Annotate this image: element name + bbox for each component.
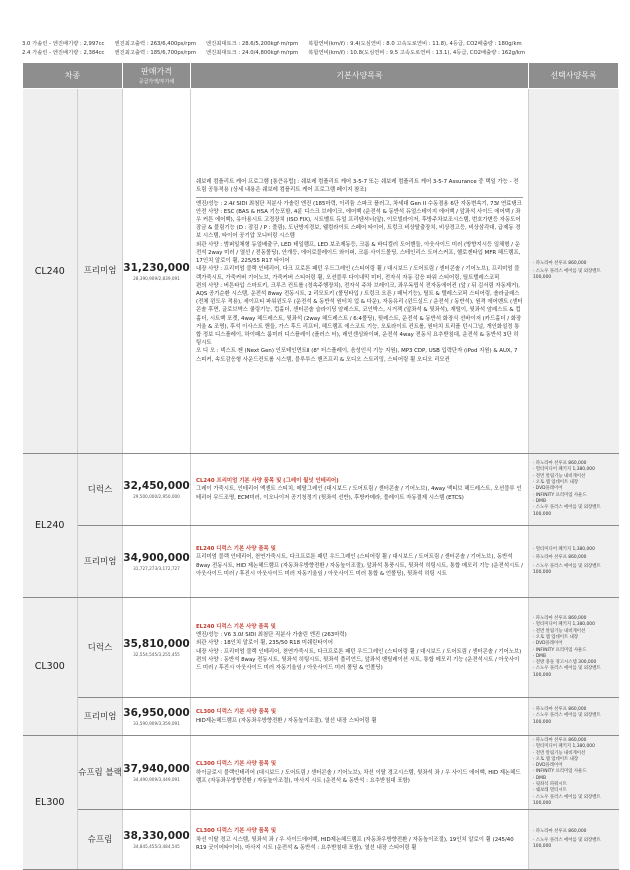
header-options: 선택사양목록 (529, 63, 619, 89)
options-cell (529, 526, 619, 598)
feature-line: CL300 디럭스 기본 사양 품목 및 (196, 761, 277, 768)
price-cell (123, 736, 191, 810)
price-cell (123, 810, 191, 870)
table-header (23, 63, 619, 89)
table-row (23, 698, 619, 736)
option-item: · 전방 충돌 경고시스템 300,000 (533, 660, 597, 666)
option-item: · 스노우 플러스 에어를 및 외장밸트 100,000 (533, 794, 601, 806)
model-name: CL240 (23, 89, 78, 454)
option-item: · 쉐보레 멀티시트 (533, 788, 567, 794)
price-value: 32,450,000 (123, 480, 190, 492)
spec-text: 2.4 가솔린 - 엔진배기량 : 2,384cc (22, 50, 105, 56)
feature-line: 편의 사양 : 버튼타입 스마트키, 크루즈 컨트롤 (정속주행장치), 전자식 주차 브레이크, 좌우독립식 전자동에어컨 (앞 / 뒤 김서림 자동제거), AQS 공기순환 시스템, 운전석 8way 전동시트, 2 리모트키 (폴딩타입 / 트렁크 오픈 / 패닉기능), 틸트 & 텔레스코픽 스티어링, 솔라글래스 (전체 윈도우 적용), 세이프티 파워윈도우 (운전석 & 동반석 원터치 업 & 다운), 자동유리 (윈드실드 / 운전석 / 동반석), 원격 에어벤트 (센터콘솔 후면, 글로브박스 쿨링기능, 컵홀더, 센터콘솔 슬라이딩 암레스트, 코인박스, 시거잭 (앞좌석 & 뒷좌석), 재떨이, 뒷좌석 암레스트 & 컵홀더, 시트백 포켓, 4way 헤드레스트, 뒷좌석 (2way 헤드레스트 / 6:4폴딩), 뒷레스트, 운전석 & 동반석 화장식 선바이저 (카드홀더 / 화장거울 & 조명), 후석 이사스트 핸들, 가스 후드 리프터, 헤드램프 에스코트 기능, 오토라이트 컨트롤, 원터치 트리플 턴시그널, 개인화설정 통합 정보 디스플레이, 하이패스 룸미러 디스플레이 (플러스 터), 레인센싱와이퍼, 운전석 4way 전동식 요추받침대, 운전석 & 동반석 3단 히팅시트 (196, 282, 523, 347)
feature-line: 편의 사양 : 동반석 8way 전동시트, 뒷좌석 히팅시트, 뒷좌석 풀리언드, 앞좌석 벤틸레이션 시트, 통합 메모리 기능 (운전석시트 / 아웃사이드 미러 / 후진시 아웃사이드 미러 자동기울임 / 아웃사이드 미러 폴딩 & 언폴딩) (196, 656, 520, 671)
option-item: · 파노라마 선루프 860,000 (533, 616, 587, 622)
price-cell (123, 89, 191, 454)
option-item: · DMB (533, 653, 546, 659)
price-sub: 34,490,909/3,449,091 (133, 777, 180, 783)
price-sub: 32,554,545/3,255,455 (133, 652, 180, 657)
feature-line: 엔진/성능 : V6 3.0ℓ SIDI 최첨단 직분사 가솔린 엔진 (263마력) (196, 632, 347, 639)
header-price (123, 63, 191, 89)
option-item: · 뒷좌석 파워시트 (533, 782, 567, 788)
features-cell (191, 736, 529, 810)
spec-row-24 (22, 49, 622, 58)
feature-line: 내장 사양 : 프리미엄 블랙 인테리어, 천연가죽시트, 다크프로톤 패턴 우드그레인 (스티어링 휠 / 대시보드 / 도어트림 / 센터콘솔 / 기어노브) (196, 648, 522, 655)
features-cell (191, 810, 529, 870)
price-sub: 34,845,455/3,484,545 (133, 844, 180, 850)
spec-text: 엔진최고출력 : 263/6,400ps/rpm (114, 41, 196, 47)
option-item: · 스노우 플러스 에어를 및 외장밸트 100,000 (533, 505, 601, 517)
options-cell (529, 810, 619, 870)
option-item: · 오토 맵 업데이트 내장 (533, 480, 579, 486)
option-item: · 멀티미디어 패키지 1,380,000 (533, 622, 595, 628)
trim-name: 슈프림 (78, 810, 123, 870)
model-name: EL240 (23, 454, 78, 598)
option-item: · INFINITY 프리미엄 사운드 (533, 647, 587, 653)
header-price-sub: 공급가액/부가세 (138, 79, 175, 85)
option-item: · DVD플레이어 (533, 486, 563, 492)
option-item: · INFINITY 프리미엄 사운드 (533, 492, 587, 498)
option-item: · 스노우 플러스 에어를 및 외장밸트 100,000 (533, 268, 601, 281)
feature-line: 외관 사양 : 18인치 알로이 휠, 235/50 R18 미쉐린타이어 (196, 640, 333, 647)
option-item: · 스노우 플러스 에어를 및 외장밸트 100,000 (533, 713, 601, 725)
options-cell (529, 598, 619, 698)
features-cell (191, 526, 529, 598)
feature-line: 프리미엄 블랙 인테리어, 천연가죽시트, 다크프로톤 패턴 우드그레인 (스티어링 휠 / 대시보드 / 도어트림 / 센터콘솔 / 기어노브), 동반석 8way 전동시트, HID 제논헤드램프 (자동좌우방향전환 / 자동높이조절), 앞좌석 통풍시트, 뒷좌석 히팅시트, 통합 메모리 기능 (운전석시트 / 아웃사이드 미러 / 후진시 아웃사이드 미러 자동기울임 / 아웃사이드 미러 통합 & 언폴딩), 뒷좌석 히팅 시트 (196, 554, 523, 577)
feature-line: 차선 이탈 경고 시스템, 뒷좌석 좌 / 우 사이드에어백, HID제논헤드램프 (자동좌우방향전환 / 자동높이조절), 19인치 알로이 휠 (245/40 R19 굿이어타이어), 마사지 시트 (운전석 & 동반석 : 요추받침대 포함), 열선 내장 스티어링 휠 (196, 836, 514, 851)
header-features: 기본사양목록 (191, 63, 529, 89)
spec-text: 엔진최고출력 : 185/6,700ps/rpm (114, 50, 196, 56)
option-item: · 스노우 플러스 에어를 및 외장밸트 100,000 (533, 666, 601, 678)
options-cell (529, 736, 619, 810)
price-sub: 28,390,909/2,839,091 (133, 275, 180, 281)
option-item: · 멀티미디어 패키지 1,380,000 (533, 546, 595, 552)
trim-name: 디럭스 (78, 454, 123, 526)
option-item: · 전면 알림기능 내비게이션 (533, 628, 586, 634)
option-item: · INFINITY 프리미엄 사운드 (533, 769, 587, 775)
price-value: 36,950,000 (123, 707, 190, 719)
model-name: CL300 (23, 598, 78, 736)
spec-text: 복합연비(km/ℓ) : 9.4(도심연비 : 8.0 고속도로연비 : 11.8), 4등급, CO2배출량 : 180g/km (308, 41, 522, 47)
features-cell (191, 598, 529, 698)
option-item: · 파노라마 선루프 860,000 (533, 829, 587, 835)
options-cell (529, 454, 619, 526)
spec-text: 엔진최대토크 : 28.6/5,200kgf·m/rpm (206, 41, 299, 47)
price-sub: 33,590,909/3,359,091 (133, 721, 180, 726)
price-value: 38,330,000 (123, 830, 190, 843)
price-value: 37,940,000 (123, 763, 190, 776)
price-value: 35,810,000 (123, 638, 190, 650)
option-item: · 파노라마 선루프 860,000 (533, 555, 587, 561)
table-row (23, 89, 619, 454)
option-item: · 멀티미디어 패키지 1,380,000 (533, 467, 595, 473)
table-row (23, 598, 619, 698)
price-value: 31,230,000 (123, 261, 190, 274)
features-cell (191, 454, 529, 526)
table-row (23, 526, 619, 598)
spec-text: 3.0 가솔린 - 엔진배기량 : 2,997cc (22, 41, 105, 47)
trim-name: 프리미엄 (78, 698, 123, 736)
spec-text: 엔진최대토크 : 24.0/4,800kgf·m/rpm (206, 50, 299, 56)
feature-line: 안전 사양 : ESC (BAS & HSA 기능포함, 4륜 디스크 브레이크, 에어백 (운전석 & 동반석 듀얼스테이지 에어백 / 앞좌석 사이드 에어백 / 좌우 커튼 에어백), 유아용시트 고정장치 (ISO FIX), 시트벨트 듀얼 프리텐셔너(앞), 이모빌라이저, 후방주차보조시스템, 번호가변등 자동도어잠금 & 풀림기능 (D : 잠김 / P : 풀림), 도난방지경보, 웰컴라이트 스페어 타이어, 트렁크 비상탈출장치, 비상경고등, 비상삼각대, 급제동 경보 시스템, 타이어 공기압 모니터링 시스템 (196, 208, 521, 240)
table-row (23, 810, 619, 870)
option-item: · DMB (533, 498, 546, 504)
option-item: · 오토 맵 업데이트 내장 (533, 634, 579, 640)
engine-specs (22, 40, 622, 58)
option-item: · 파노라마 선루프 860,000 (533, 461, 587, 467)
table-row (23, 454, 619, 526)
option-item: · 파노라마 선루프 860,000 (533, 738, 587, 743)
feature-line: CL300 디럭스 기본 사양 품목 및 (196, 709, 277, 716)
feature-line: 오 디 오 : 넥스트 젠 (Next Gen) 인포테인먼트Ⅱ (8" 터스플레이, 음성인식 기능 지원), MP3 CDP, USB 입력단자 (iPod 지원) & AUX, 7 스피커, 속도감응형 사운드컨트롤 시스템, 블루투스 핸즈프리 & 오디오 스트리밍, 스티어링 휠 오디오 리모컨 (196, 348, 518, 363)
options-cell (529, 89, 619, 454)
feature-line: 내장 사양 : 프리미엄 블랙 인테리어, 다크 프로톤 패턴 우드그레인 (스티어링 휠 / 대시보드 / 도어트림 / 센터콘솔 / 기어노브), 프리미엄 블랙가죽시트, 가죽커버 기어노브, 가죽커버 스티어링 휠, 오션블루 다이내믹 미터, 전자식 자동 감응 파워 스티어링, 틸트텔레스코픽 (196, 266, 520, 281)
feature-line: EL240 디럭스 기본 사양 품목 및 (196, 623, 276, 630)
price-cell (123, 698, 191, 736)
option-item: · 스노우 플러스 에어를 및 외장밸트 100,000 (533, 563, 601, 575)
feature-line: EL240 디럭스 기본 사양 품목 및 (196, 546, 276, 553)
price-table (22, 62, 619, 870)
trim-name: 슈프림 블랙 (78, 736, 123, 810)
feature-line: 외관 사양 : 범퍼일체형 듀얼배출구, LED 테일램프, LED 보조제동등, 크롬 & 바디컬러 도어핸들, 아웃사이드 미러 (방향지시등 일체형 / 운전석 2way 미러 / 열선 / 전동폴딩), 안개등, 에어로블레이드 와이퍼, 크롬 사이드몰딩, 스테인리스 도어스커프, 헬로겐타입 MFR 헤드램프, 17인치 알로이 휠, 225/55 R17 타이어 (196, 241, 521, 265)
header-model: 차종 (23, 63, 123, 89)
option-item: · 멀티미디어 패키지 1,380,000 (533, 744, 595, 750)
model-name: EL300 (23, 736, 78, 870)
feature-line: CL300 디럭스 기본 사양 품목 및 (196, 828, 277, 835)
features-cell (191, 89, 529, 454)
option-item: · DMB (533, 775, 546, 781)
options-cell (529, 698, 619, 736)
trim-name: 프리미엄 (78, 526, 123, 598)
price-sub: 29,500,000/2,950,000 (133, 494, 180, 499)
feature-line: 쉐보레 컴플리트 케어 프로그램 [통큰유럽] : 쉐보레 컴플리트 케어 3-5-7 또는 쉐보레 컴플리트 케어 3-5-7 Assurance 중 택일 가능 - 전 트림 공통적용 (상세 내용은 쉐보레 컴플리트 케어 프로그램 페이지 참조) (196, 178, 523, 197)
features-cell (191, 698, 529, 736)
table-row (23, 736, 619, 810)
option-item: · 파노라마 선루프 860,000 (533, 260, 587, 266)
feature-line: 그레이 가죽시트, 인테리어 액센트 스티치, 메탈그레인 (대시보드 / 도어트림 / 센터콘솔 / 기어노브), 4way 액티브 헤드레스트, 오션블루 인테리어 무드조명, ECM미러, 이오나이저 공기청정기 (뒷좌석 선반), 후방카메라, 풀레이트 자동결제 시스템 (ETCS) (196, 486, 522, 501)
price-value: 34,900,000 (123, 552, 190, 564)
price-cell (123, 526, 191, 598)
price-cell (123, 454, 191, 526)
option-item: · 전면 알림기능 내비게이션 (533, 473, 586, 479)
price-sub: 31,727,273/3,172,727 (133, 566, 180, 571)
feature-line: HID제논헤드램프 (자동좌우방향전환 / 자동높이조절), 열선 내장 스티어링 휠 (196, 717, 377, 724)
header-price-label: 판매가격 (141, 67, 172, 76)
feature-line: 하이글로시 블랙인테리어 (대시보드 / 도어트림 / 센터콘솔 / 기어노브), 차선 이탈 경고시스템, 뒷좌석 좌 / 우 사이드 에어백, HID 제논헤드램프 (자동좌우방향전환 / 자동높이조절), 마사지 시트 (운전석 & 동반석 : 요추받침대 포함) (196, 769, 521, 784)
feature-line: CL240 프리미엄 기본 사양 품목 및 (그레이 월넛 인테리어) (196, 478, 339, 485)
option-item: · 전면 알림기능 내비게이션 (533, 750, 586, 756)
spec-text: 복합연비(km/ℓ) : 10.8(도심연비 : 9.5 고속도로연비 : 13.1), 4등급, CO2배출량 : 162g/km (308, 50, 526, 56)
option-item: · 파노라마 선루프 860,000 (533, 707, 587, 713)
spec-row-30 (22, 40, 622, 49)
option-item: · DVD플레이어 (533, 763, 563, 769)
price-cell (123, 598, 191, 698)
option-item: · 스노우 플러스 에어를 및 외장밸트 100,000 (533, 837, 601, 849)
option-item: · 오토 맵 업데이트 내장 (533, 756, 579, 762)
trim-name: 디럭스 (78, 598, 123, 698)
feature-line: 엔진/성능 : 2.4ℓ SIDI 최첨단 직분사 가솔린 엔진 (185마력, 이리듐 스파크 플러그, 차세대 Gen II 수동겸용 6단 자동변속기, 73ℓ 연료탱크 (196, 200, 522, 207)
trim-name: 프리미엄 (78, 89, 123, 454)
option-item: · DVD플레이어 (533, 641, 563, 647)
